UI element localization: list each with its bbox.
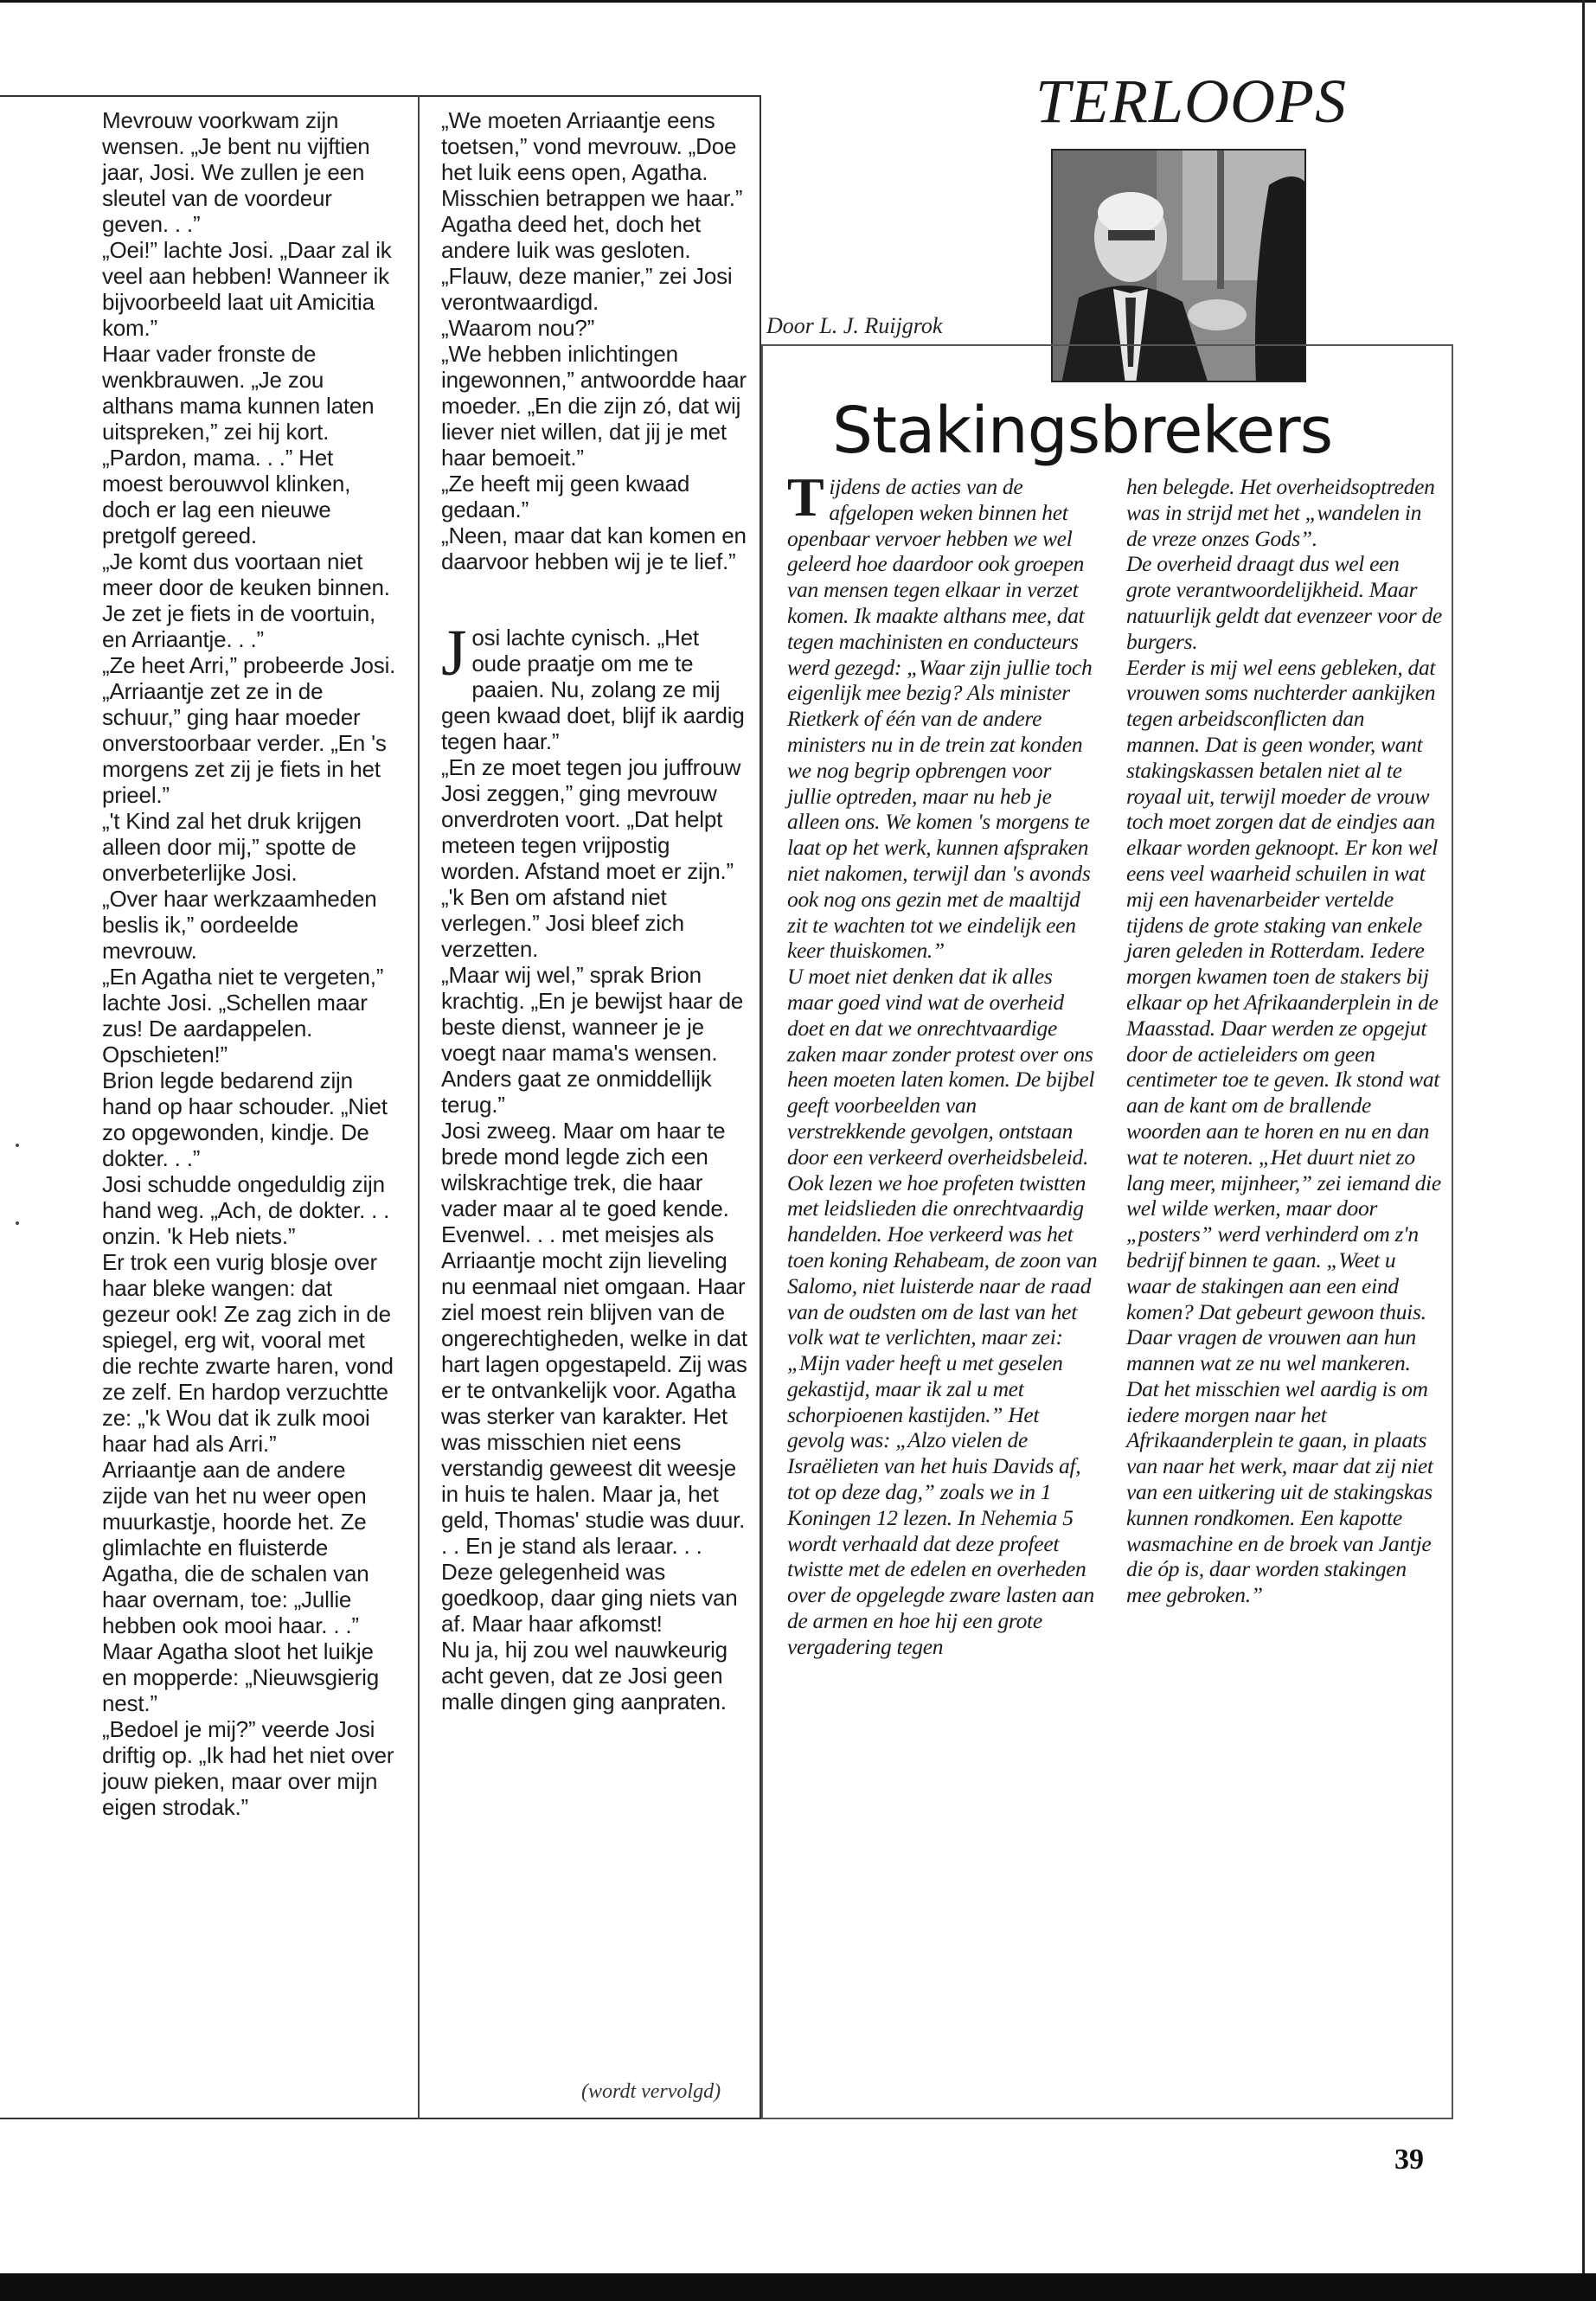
bottom-scan-edge xyxy=(0,2273,1596,2301)
story-section-start xyxy=(441,617,748,754)
page-number: 39 xyxy=(1394,2144,1424,2176)
story-paragraph: Er trok een vurig blosje over haar bleke wangen: dat gezeur ook! Ze zag zich in de spiegel, erg wit, vooral met die rechte zwarte haren, vond ze zelf. En hardop verzuchtte ze: „'k Wou dat ik zulk mooi haar had als Arri.” xyxy=(102,1249,394,1457)
top-rule xyxy=(0,0,1596,3)
column-text-1 xyxy=(787,466,1099,1660)
story-paragraph: „Oei!” lachte Josi. „Daar zal ik veel aan hebben! Wanneer ik bijvoorbeeld laat uit Amicitia kom.” xyxy=(102,237,392,341)
column-divider xyxy=(418,95,420,2119)
section-title: TERLOOPS xyxy=(1035,67,1348,136)
drop-cap: J xyxy=(441,617,467,689)
story-paragraph: „Waarom nou?” xyxy=(441,315,595,341)
lead-paragraph xyxy=(787,466,1099,964)
story-paragraph: „Pardon, mama. . .” Het moest berouwvol klinken, doch er lag een nieuwe pretgolf gereed. xyxy=(102,445,351,548)
story-paragraph: „'t Kind zal het druk krijgen alleen door mij,” spotte de onverbeterlijke Josi. xyxy=(102,808,362,886)
story-paragraph: Mevrouw voorkwam zijn wensen. „Je bent nu vijftien jaar, Josi. We zullen je een sleutel van de voordeur geven. . .” xyxy=(102,107,370,237)
story-paragraph: osi lachte cynisch. „Het oude praatje om me te paaien. Nu, zolang ze mij geen kwaad doet, blijf ik aardig tegen haar.” xyxy=(441,625,745,754)
story-paragraph: „Over haar werkzaamheden beslis ik,” oordeelde mevrouw. xyxy=(102,886,377,964)
story-column-1 xyxy=(102,107,396,1820)
story-column-2 xyxy=(441,107,748,1715)
story-paragraph: „En Agatha niet te vergeten,” lachte Josi. „Schellen maar zus! De aardappelen. Opschieten!” xyxy=(102,964,384,1067)
author-byline: Door L. J. Ruijgrok xyxy=(766,313,943,338)
story-paragraph: „Arriaantje zet ze in de schuur,” ging haar moeder onverstoorbaar verder. „En 's morgens zet zij je fiets in het prieel.” xyxy=(102,678,387,808)
story-paragraph: Arriaantje aan de andere zijde van het nu weer open muurkastje, hoorde het. Ze glimlachte en fluisterde Agatha, die de schalen van haar overnam, toe: „Jullie hebben ook mooi haar. . .” xyxy=(102,1457,369,1638)
story-paragraph: Nu ja, hij zou wel nauwkeurig acht geven, dat ze Josi geen malle dingen ging aanpraten. xyxy=(441,1637,727,1715)
continued-note: (wordt vervolgd) xyxy=(581,2080,721,2103)
column-text-2 xyxy=(1126,474,1442,1608)
right-page-edge xyxy=(1582,0,1585,2301)
column-paragraph: U moet niet denken dat ik alles maar goed vind wat de overheid doet en dat we onrechtvaardige zaken maar zonder protest over ons heen moeten laten komen. De bijbel geeft voorbeelden van verstrekkende gevolgen, ontstaan door een verkeerd overheidsbeleid. Ook lezen we hoe profeten twistten met leidslieden die onrechtvaardig handelden. Hoe verkeerd was het toen koning Rehabeam, de zoon van Salomo, niet luisterde naar de raad van de oudsten om de last van het volk wat te verlichten, maar zei: „Mijn vader heeft u met geselen gekastijd, maar ik zal u met schorpioenen kastijden.” Het gevolg was: „Alzo vielen de Israëlieten van het huis Davids af, tot op deze dag,” zoals we in 1 Koningen 12 lezen. In Nehemia 5 wordt verhaald dat deze profeet twistte met de edelen en overheden over de opgelegde zware lasten aan de armen en hoe hij een grote vergadering tegen xyxy=(787,964,1098,1659)
story-paragraph: „Flauw, deze manier,” zei Josi verontwaardigd. xyxy=(441,263,733,315)
story-paragraph: „We moeten Arriaantje eens toetsen,” vond mevrouw. „Doe het luik eens open, Agatha. Misschien betrappen we haar.” xyxy=(441,107,743,211)
scan-speck xyxy=(16,1221,19,1225)
scan-speck xyxy=(16,1144,19,1147)
story-paragraph: „We hebben inlichtingen ingewonnen,” antwoordde haar moeder. „En die zijn zó, dat wij liever niet willen, dat jij je met haar bemoeit.” xyxy=(441,341,747,471)
headline: Stakingsbrekers xyxy=(832,394,1333,468)
story-paragraph: Josi zweeg. Maar om haar te brede mond legde zich een wilskrachtige trek, die haar vader maar al te goed kende. Evenwel. . . met meisjes als Arriaantje mocht zijn lieveling nu eenmaal niet omgaan. Haar ziel moest rein blijven van de ongerechtigheden, welke in dat hart lagen opgestapeld. Zij was er te ontvankelijk voor. Agatha was sterker van karakter. Het was misschien niet eens verstandig geweest dit weesje in huis te halen. Maar ja, het geld, Thomas' studie was duur. . . En je stand als leraar. . . Deze gelegenheid was goedkoop, daar ging niets van af. Maar haar afkomst! xyxy=(441,1118,747,1637)
story-paragraph: „Maar wij wel,” sprak Brion krachtig. „En je bewijst haar de beste dienst, wanneer je je voegt naar mama's wensen. Anders gaat ze onmiddellijk terug.” xyxy=(441,962,744,1118)
story-paragraph: „'k Ben om afstand niet verlegen.” Josi bleef zich verzetten. xyxy=(441,884,684,962)
column-paragraph: Eerder is mij wel eens gebleken, dat vrouwen soms nuchterder aankijken tegen arbeidsconflicten dan mannen. Dat is geen wonder, want stakingskassen betalen niet al te royaal uit, terwijl moeder de vrouw toch moet zorgen dat de eindjes aan elkaar worden geknoopt. Er kon wel eens veel waarheid schuilen in wat mij een havenarbeider vertelde tijdens de grote staking van enkele jaren geleden in Rotterdam. Iedere morgen kwamen toen de stakers bij elkaar op het Afrikaanderplein in de Maasstad. Daar werden ze opgejut door de actieleiders om geen centimeter toe te geven. Ik stond wat aan de kant om de brallende woorden aan te horen en nu en dan wat te noteren. „Het duurt niet zo lang meer, mijnheer,” zei iemand die wel wilde werken, maar door „posters” werd verhinderd om z'n bedrijf binnen te gaan. „Weet u waar de stakingen aan een eind komen? Dat gebeurt gewoon thuis. Daar vragen de vrouwen aan hun mannen wat ze nu wel mankeren. Dat het misschien wel aardig is om iedere morgen naar het Afrikaanderplein te gaan, in plaats van naar het werk, maar dat zij niet van een uitkering uit de stakingskas kunnen rondkomen. Een kapotte wasmachine en de broek van Jantje die óp is, daar worden stakingen mee gebroken.” xyxy=(1126,654,1441,1608)
lead-text: ijdens de acties van de afgelopen weken binnen het openbaar vervoer hebben we wel geleerd hoe daardoor ook groepen van mensen tegen elkaar in verzet komen. Ik maakte althans mee, dat tegen machinisten en conducteurs werd gezegd: „Waar zijn jullie toch eigenlijk mee bezig? Als minister Rietkerk of één van de andere ministers nu in de trein zat konden we nog begrip opbrengen voor jullie optreden, maar nu heb je alleen ons. We komen 's morgens te laat op het werk, kunnen afspraken niet nakomen, terwijl dan 's avonds ook nog ons gezin met de maaltijd zit te wachten tot we eindelijk een keer thuiskomen.” xyxy=(787,474,1093,964)
story-paragraph: „En ze moet tegen jou juffrouw Josi zeggen,” ging mevrouw onverdroten voort. „Dat helpt meteen tegen vrijpostig worden. Afstand moet er zijn.” xyxy=(441,754,741,884)
lead-initial: T xyxy=(787,466,824,528)
story-paragraph: „Neen, maar dat kan komen en daarvoor hebben wij je te lief.” xyxy=(441,522,747,574)
column-paragraph: De overheid draagt dus wel een grote verantwoordelijkheid. Maar natuurlijk geldt dat evenzeer voor de burgers. xyxy=(1126,551,1442,654)
story-paragraph: Haar vader fronste de wenkbrauwen. „Je zou althans mama kunnen laten uitspreken,” zei hij kort. xyxy=(102,341,375,445)
story-paragraph: „Je komt dus voortaan niet meer door de keuken binnen. Je zet je fiets in de voortuin, en Arriaantje. . .” xyxy=(102,548,390,652)
story-paragraph: Maar Agatha sloot het luikje en mopperde: „Nieuwsgierig nest.” xyxy=(102,1638,379,1716)
story-paragraph: Josi schudde ongeduldig zijn hand weg. „Ach, de dokter. . . onzin. 'k Heb niets.” xyxy=(102,1171,390,1249)
story-paragraph: Brion legde bedarend zijn hand op haar schouder. „Niet zo opgewonden, kindje. De dokter. . .” xyxy=(102,1067,388,1171)
story-paragraph: „Ze heet Arri,” probeerde Josi. xyxy=(102,652,396,678)
story-paragraph: Agatha deed het, doch het andere luik was gesloten. xyxy=(441,211,702,263)
column-paragraph: hen belegde. Het overheidsoptreden was in strijd met het „wandelen in de vreze onzes Gods”. xyxy=(1126,474,1435,551)
story-paragraph: „Ze heeft mij geen kwaad gedaan.” xyxy=(441,471,690,522)
story-paragraph: „Bedoel je mij?” veerde Josi driftig op. „Ik had het niet over jouw pieken, maar over mijn eigen strodak.” xyxy=(102,1716,394,1820)
